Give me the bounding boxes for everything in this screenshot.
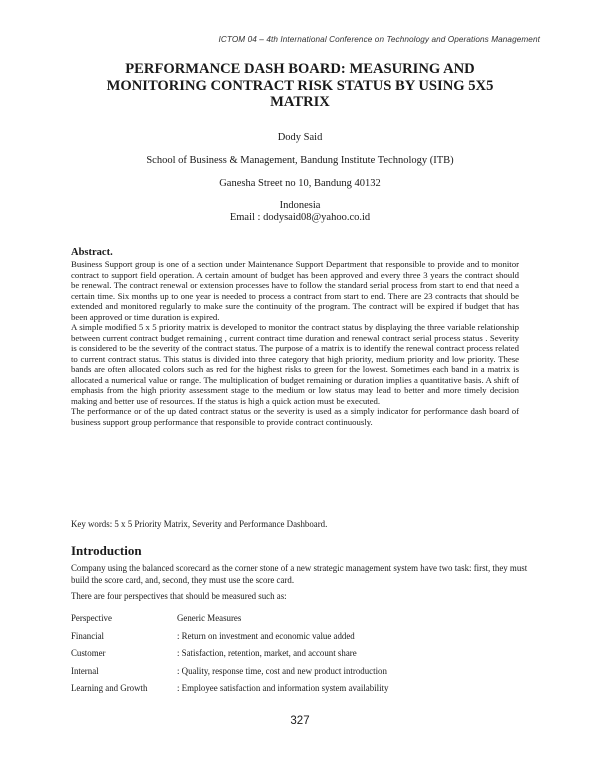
abstract-paragraph-1: Business Support group is one of a section under Maintenance Support Department that responsible to provide and to monitor contract to support field operation. A certain amount of budget has been approved and every three 3 years the contract should be renewal. The contract renewal or extension processes have to follow the standard serial process from start to end that need a certain time. Six months up to one year is needed to process a contract from start to end. There are 23 contracts that should be extended and monitored regularly to make sure the continuity of the program. The contract will be expired if budget that has been approved or time duration is expired. — [71, 259, 519, 322]
table-header-row — [71, 613, 388, 631]
introduction-body — [71, 562, 531, 602]
table-cell: : Employee satisfaction and information system availability — [177, 683, 389, 694]
table-header-cell: Perspective — [71, 613, 112, 623]
author-name: Dody Said — [277, 132, 323, 143]
table-row — [71, 666, 388, 684]
perspectives-table — [71, 613, 388, 701]
table-cell: Internal — [71, 665, 99, 676]
abstract-heading: Abstract. — [71, 247, 113, 258]
abstract-paragraph-2: A simple modified 5 x 5 priority matrix is developed to monitor the contract status by displaying the three variable relationship between current contract budget remaining , current contract time duration and renewal contract serial process status . Severity is considered to be the severity of the contract status. The purpose of a matrix is to identify the renewal contract process related to current contract status. This status is divided into three category that high priority, medium priority and low priority. These bands are often allocated colors such as red for the highest risks to green for the lowest. Sometimes each band in a matrix is allocated a numerical value or range. The multiplication of budget remaining or duration implies a quantitative basis. A shift of emphasis from the high priority assessment stage to the medium or low status may lead to better and more timely decision making and better use of resources. If the status is high a quick action must be executed. — [71, 322, 519, 406]
keywords: Key words: 5 x 5 Priority Matrix, Severity and Performance Dashboard. — [71, 519, 328, 529]
table-cell: Financial — [71, 630, 105, 641]
author-email: Email : dodysaid08@yahoo.co.id — [229, 212, 371, 223]
table-cell: : Quality, response time, cost and new product introduction — [177, 665, 387, 676]
table-cell: Customer — [71, 648, 106, 659]
table-row — [71, 648, 388, 666]
paper-title: PERFORMANCE DASH BOARD: MEASURING AND MONITORING CONTRACT RISK STATUS BY USING 5X5 MATRIX — [106, 61, 494, 110]
table-header-cell: Generic Measures — [177, 613, 242, 623]
table-cell: : Satisfaction, retention, market, and account share — [177, 648, 357, 659]
abstract-paragraph-3: The performance or of the up dated contract status or the severity is used as a simply indicator for performance dash board of business support group performance that responsible to provide contract continuously. — [71, 406, 519, 427]
introduction-heading: Introduction — [71, 543, 142, 558]
author-country: Indonesia — [279, 200, 321, 211]
table-cell: : Return on investment and economic value added — [177, 630, 355, 641]
introduction-paragraph: Company using the balanced scorecard as the corner stone of a new strategic management system have two task: first, they must build the score card, and, second, they must use the score card. — [71, 563, 528, 585]
table-row — [71, 683, 388, 701]
introduction-lead: There are four perspectives that should be measured such as: — [71, 591, 287, 601]
abstract-body — [71, 259, 519, 427]
page-number: 327 — [290, 715, 310, 727]
table-cell: Learning and Growth — [71, 683, 148, 694]
author-affiliation: School of Business & Management, Bandung Institute Technology (ITB) — [146, 155, 454, 166]
table-row — [71, 631, 388, 649]
author-address: Ganesha Street no 10, Bandung 40132 — [219, 178, 381, 189]
running-header: ICTOM 04 – 4th International Conference on Technology and Operations Management — [218, 35, 540, 44]
